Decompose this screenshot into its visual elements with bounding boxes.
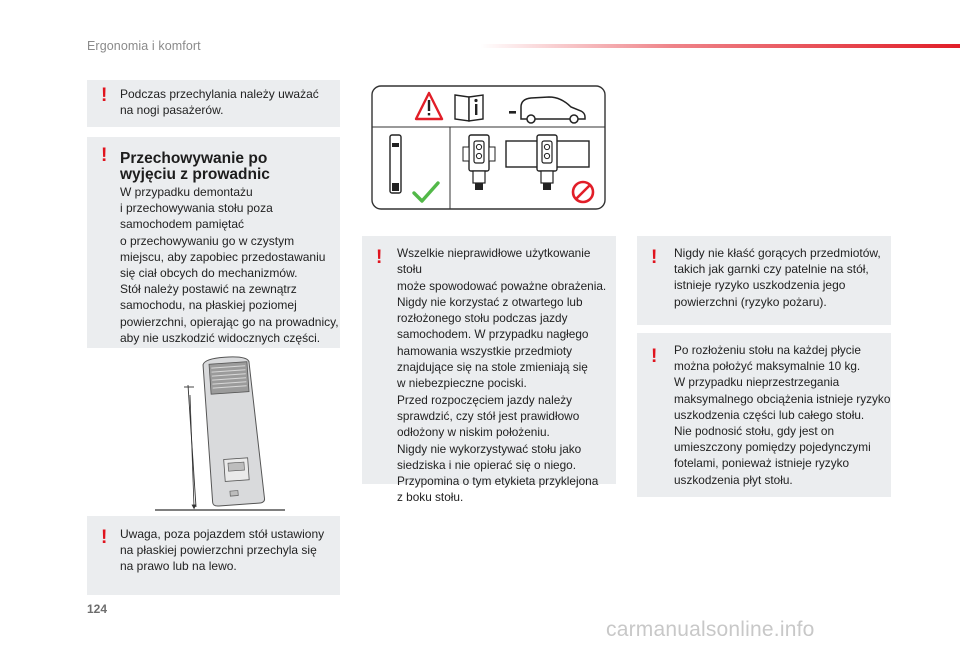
warning-icon: !: [101, 145, 108, 166]
outside-warning-text: Uwaga, poza pojazdem stół ustawiony na płaskiej powierzchni przechyla się na prawo lub na lewo.: [120, 527, 325, 574]
storage-box: [87, 137, 340, 348]
max-load-warning-text: Po rozłożeniu stołu na każdej płycie można położyć maksymalnie 10 kg. W przypadku nieprzestrzegania maksymalnego obciążenia istnieje ryzyko uszkodzenia części lub całego stołu. Nie podnosić stołu, gdy jest on umieszczony pomiędzy pojedynczymi fotelami, ponieważ istnieje ryzyko uszkodzenia płyt stołu.: [674, 343, 891, 487]
warning-icon: !: [376, 247, 383, 268]
storage-heading: Przechowywanie po wyjęciu z prowadnic: [120, 150, 270, 183]
manual-book-icon: [455, 95, 483, 121]
max-load-warning-box: [637, 333, 891, 497]
hot-items-warning-text: Nigdy nie kłaść gorących przedmiotów, takich jak garnki czy patelnie na stół, istnieje ryzyko uszkodzenia jego powierzchni (ryzyko pożaru).: [674, 246, 881, 309]
hot-items-warning-box: [637, 236, 891, 325]
warning-icon: !: [101, 527, 108, 548]
tilt-warning-box: [87, 80, 340, 127]
warning-icon: !: [651, 247, 658, 268]
table-tilt-illustration: [150, 355, 290, 515]
stored-table-icon: [390, 135, 401, 193]
header-rule: [480, 44, 960, 48]
outside-warning-box: [87, 516, 340, 595]
page-number: 124: [87, 602, 108, 616]
table-label-illustration: [371, 85, 606, 210]
misuse-warning-box: [362, 236, 616, 505]
storage-text: W przypadku demontażu i przechowywania stołu poza samochodem pamiętać o przechowywaniu go w czystym miejscu, aby zapobiec przedostawaniu się ciał obcych do mechanizmów. Stół należy postawić na zewnątrz samochodu, na płaskiej poziomej powierzchni, opierając go na prowadnicy, aby nie uszkodzić widocznych części.: [120, 185, 339, 345]
misuse-warning-text: Wszelkie nieprawidłowe użytkowanie stołu może spowodować poważne obrażenia. Nigdy nie korzystać z otwartego lub rozłożonego stołu podczas jazdy samochodem. W przypadku nagłego hamowania wszystkie przedmioty znajdujące się na stole zmieniają się w niebezpieczne pociski. Przed rozpoczęciem jazdy należy sprawdzić, czy stół jest prawidłowo odłożony w niskim położeniu. Nigdy nie wykorzystywać stołu jako siedziska i nie opierać się o niego. Przypomina o tym etykieta przyklejona z boku stołu.: [397, 246, 607, 505]
warning-icon: !: [651, 346, 658, 367]
header-title: Ergonomia i komfort: [87, 39, 201, 53]
warning-icon: !: [101, 85, 108, 106]
tilt-warning-text: Podczas przechylania należy uważać na nogi pasażerów.: [120, 87, 319, 118]
watermark: carmanualsonline.info: [606, 618, 815, 641]
